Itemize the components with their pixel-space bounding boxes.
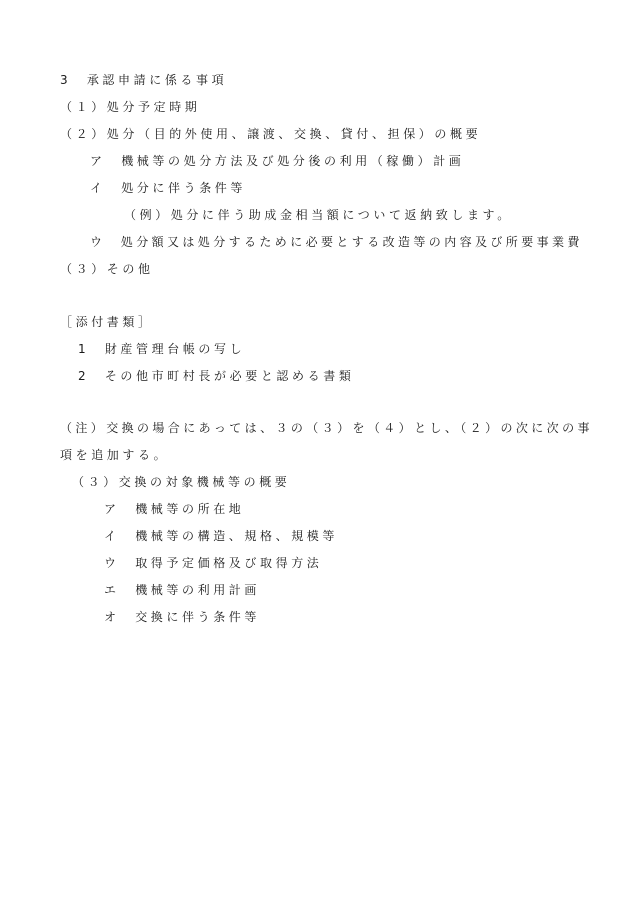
note-item: エ 機械等の利用計画 [104,583,261,597]
section-3-item-3: （３）その他 [60,262,154,276]
attachments-heading: ［添付書類］ [60,315,154,329]
section-3-item-1: （１）処分予定時期 [60,100,201,114]
note-item: イ 機械等の構造、規格、規模等 [104,529,339,543]
section-3-item-2-i: イ 処分に伴う条件等 [90,181,247,195]
section-3-item-2: （２）処分（目的外使用、譲渡、交換、貸付、担保）の概要 [60,127,482,141]
attachment-item: 1 財産管理台帳の写し [78,342,246,356]
note-item: オ 交換に伴う条件等 [104,610,261,624]
section-3-item-2-a: ア 機械等の処分方法及び処分後の利用（稼働）計画 [90,154,465,168]
note-sub-heading: （３）交換の対象機械等の概要 [72,475,291,489]
note-line-1: （注）交換の場合にあっては、３の（３）を（４）とし、（２）の次に次の事 [60,421,593,435]
note-line-2: 項を追加する。 [60,448,170,462]
attachment-item: 2 その他市町村長が必要と認める書類 [78,369,355,383]
section-3-item-2-u: ウ 処分額又は処分するために必要とする改造等の内容及び所要事業費 [90,235,583,249]
note-item: ア 機械等の所在地 [104,502,245,516]
note-item: ウ 取得予定価格及び取得方法 [104,556,323,570]
section-3-item-2-i-example: （例）処分に伴う助成金相当額について返納致します。 [124,208,513,222]
section-3-heading: 3 承認申請に係る事項 [60,73,228,87]
